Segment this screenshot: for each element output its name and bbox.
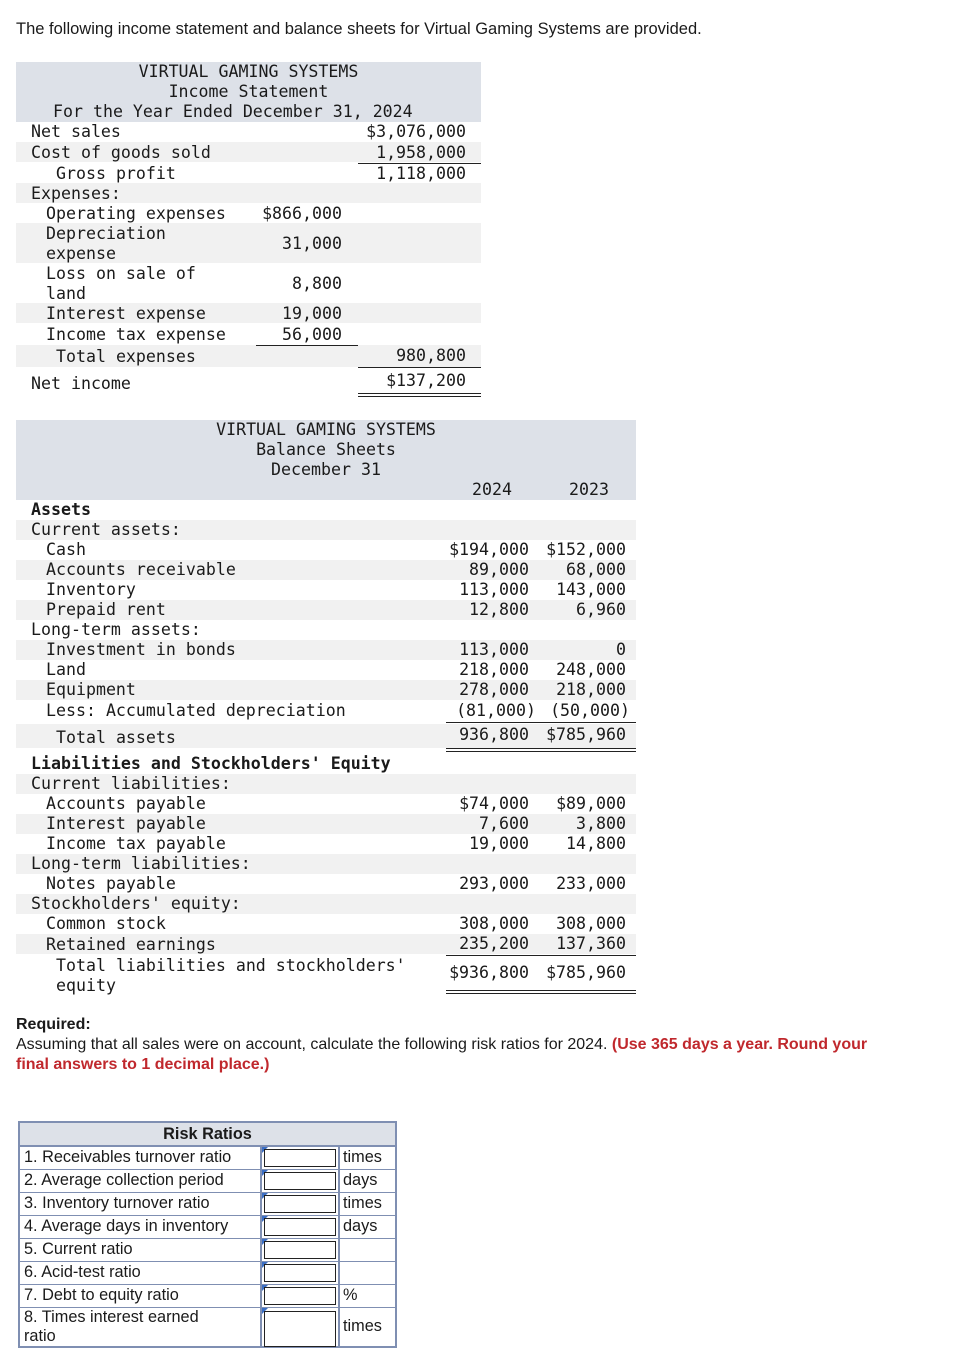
notes-payable-2023: 233,000 bbox=[556, 874, 626, 893]
depreciation-label: Depreciation bbox=[46, 224, 166, 243]
opex-label: Operating expenses bbox=[46, 204, 226, 223]
current-ratio-unit bbox=[340, 1239, 343, 1261]
income-tax-value: 56,000 bbox=[282, 325, 342, 344]
net-sales-label: Net sales bbox=[31, 122, 121, 141]
table-row bbox=[20, 1193, 395, 1216]
debt-to-equity-input[interactable] bbox=[264, 1287, 336, 1305]
loss-on-sale-label-2: land bbox=[46, 284, 86, 303]
land-2023: 248,000 bbox=[556, 660, 626, 679]
investment-bonds-2023: 0 bbox=[616, 640, 626, 659]
avg-collection-input[interactable] bbox=[264, 1172, 336, 1190]
depreciation-value: 31,000 bbox=[282, 234, 342, 253]
current-ratio-label: 5. Current ratio bbox=[20, 1239, 262, 1261]
loss-on-sale-value: 8,800 bbox=[292, 274, 342, 293]
loss-on-sale-label: Loss on sale of bbox=[46, 264, 196, 283]
total-expenses-value: 980,800 bbox=[396, 346, 466, 365]
acid-test-label: 6. Acid-test ratio bbox=[20, 1262, 262, 1284]
net-income-label: Net income bbox=[31, 374, 131, 393]
total-expenses-label: Total expenses bbox=[56, 347, 196, 366]
inventory-2023: 143,000 bbox=[556, 580, 626, 599]
ar-label: Accounts receivable bbox=[46, 560, 236, 579]
inventory-turnover-input[interactable] bbox=[264, 1195, 336, 1213]
receivables-turnover-unit: times bbox=[343, 1148, 382, 1166]
prepaid-rent-2023: 6,960 bbox=[576, 600, 626, 619]
total-assets-2024: 936,800 bbox=[459, 725, 529, 744]
cash-2023: $152,000 bbox=[546, 540, 626, 559]
expenses-label: Expenses: bbox=[31, 184, 121, 203]
prepaid-rent-label: Prepaid rent bbox=[46, 600, 166, 619]
investment-bonds-label: Investment in bonds bbox=[46, 640, 236, 659]
times-interest-earned-label-1: 8. Times interest earned bbox=[24, 1308, 199, 1326]
income-statement-title: Income Statement bbox=[168, 82, 329, 101]
liabilities-equity-heading: Liabilities and Stockholders' Equity bbox=[31, 754, 391, 773]
income-statement-period: For the Year Ended December 31, 2024 bbox=[53, 102, 413, 121]
interest-payable-2024: 7,600 bbox=[479, 814, 529, 833]
required-instruction: Assuming that all sales were on account, calculate the following risk ratios for 2024. bbox=[16, 1036, 608, 1053]
notes-payable-2024: 293,000 bbox=[459, 874, 529, 893]
inventory-turnover-unit: times bbox=[343, 1194, 382, 1212]
depreciation-label-2: expense bbox=[46, 244, 116, 263]
current-ratio-input[interactable] bbox=[264, 1241, 336, 1259]
acid-test-unit bbox=[340, 1262, 343, 1284]
interest-payable-2023: 3,800 bbox=[576, 814, 626, 833]
balance-sheet-company: VIRTUAL GAMING SYSTEMS bbox=[216, 420, 436, 439]
long-term-liabilities-heading: Long-term liabilities: bbox=[31, 854, 251, 873]
intro-text: The following income statement and balance sheets for Virtual Gaming Systems are provided. bbox=[16, 20, 702, 38]
interest-expense-value: 19,000 bbox=[282, 304, 342, 323]
inventory-label: Inventory bbox=[46, 580, 136, 599]
income-tax-payable-label: Income tax payable bbox=[46, 834, 226, 853]
debt-to-equity-unit: % bbox=[343, 1286, 358, 1304]
net-sales-value: $3,076,000 bbox=[366, 122, 466, 141]
avg-days-inventory-input[interactable] bbox=[264, 1218, 336, 1236]
retained-earnings-label: Retained earnings bbox=[46, 935, 216, 954]
opex-value: $866,000 bbox=[262, 204, 342, 223]
long-term-assets-heading: Long-term assets: bbox=[31, 620, 201, 639]
required-text bbox=[16, 1035, 956, 1055]
inventory-2024: 113,000 bbox=[459, 580, 529, 599]
table-row bbox=[20, 1308, 395, 1346]
total-le-2024: $936,800 bbox=[449, 963, 529, 982]
table-row bbox=[20, 1216, 395, 1239]
balance-sheet-date: December 31 bbox=[271, 460, 381, 479]
accum-dep-2023: (50,000) bbox=[550, 701, 630, 720]
accum-dep-2024: (81,000) bbox=[456, 701, 536, 720]
interest-payable-label: Interest payable bbox=[46, 814, 206, 833]
land-label: Land bbox=[46, 660, 86, 679]
gross-profit-value: 1,118,000 bbox=[376, 164, 466, 183]
accounts-payable-label: Accounts payable bbox=[46, 794, 206, 813]
common-stock-2023: 308,000 bbox=[556, 914, 626, 933]
times-interest-earned-input[interactable] bbox=[264, 1311, 336, 1347]
interest-expense-label: Interest expense bbox=[46, 304, 206, 323]
income-tax-label: Income tax expense bbox=[46, 325, 226, 344]
balance-sheet-title: Balance Sheets bbox=[256, 440, 396, 459]
gross-profit-label: Gross profit bbox=[56, 164, 176, 183]
total-le-label-2: equity bbox=[56, 976, 116, 995]
prepaid-rent-2024: 12,800 bbox=[469, 600, 529, 619]
stockholders-equity-heading: Stockholders' equity: bbox=[31, 894, 241, 913]
risk-ratios-header: Risk Ratios bbox=[20, 1123, 395, 1147]
avg-collection-label: 2. Average collection period bbox=[20, 1170, 262, 1192]
times-interest-earned-label-2: ratio bbox=[24, 1327, 56, 1345]
cogs-value: 1,958,000 bbox=[376, 143, 466, 162]
receivables-turnover-label: 1. Receivables turnover ratio bbox=[20, 1147, 262, 1169]
avg-collection-unit: days bbox=[343, 1171, 378, 1189]
current-assets-heading: Current assets: bbox=[31, 520, 181, 539]
times-interest-earned-unit: times bbox=[343, 1317, 382, 1335]
cash-label: Cash bbox=[46, 540, 86, 559]
retained-earnings-2023: 137,360 bbox=[556, 934, 626, 953]
total-le-label: Total liabilities and stockholders' bbox=[56, 956, 406, 975]
equipment-2023: 218,000 bbox=[556, 680, 626, 699]
current-liabilities-heading: Current liabilities: bbox=[31, 774, 231, 793]
table-row bbox=[20, 1285, 395, 1308]
cash-2024: $194,000 bbox=[449, 540, 529, 559]
common-stock-label: Common stock bbox=[46, 914, 166, 933]
ar-2024: 89,000 bbox=[469, 560, 529, 579]
accum-dep-label: Less: Accumulated depreciation bbox=[46, 701, 346, 720]
times-interest-earned-label bbox=[20, 1308, 262, 1346]
investment-bonds-2024: 113,000 bbox=[459, 640, 529, 659]
notes-payable-label: Notes payable bbox=[46, 874, 176, 893]
required-heading: Required: bbox=[16, 1016, 91, 1033]
receivables-turnover-input[interactable] bbox=[264, 1149, 336, 1167]
year-2024-header: 2024 bbox=[472, 480, 512, 499]
year-2023-header: 2023 bbox=[569, 480, 609, 499]
total-le-2023: $785,960 bbox=[546, 963, 626, 982]
equipment-label: Equipment bbox=[46, 680, 136, 699]
income-tax-payable-2023: 14,800 bbox=[566, 834, 626, 853]
table-row bbox=[20, 1170, 395, 1193]
debt-to-equity-label: 7. Debt to equity ratio bbox=[20, 1285, 262, 1307]
risk-ratios-table bbox=[18, 1121, 397, 1348]
income-tax-payable-2024: 19,000 bbox=[469, 834, 529, 853]
table-row bbox=[20, 1147, 395, 1170]
avg-days-inventory-label: 4. Average days in inventory bbox=[20, 1216, 262, 1238]
table-row bbox=[20, 1239, 395, 1262]
equipment-2024: 278,000 bbox=[459, 680, 529, 699]
assets-heading: Assets bbox=[31, 500, 91, 519]
ar-2023: 68,000 bbox=[566, 560, 626, 579]
accounts-payable-2024: $74,000 bbox=[459, 794, 529, 813]
inventory-turnover-label: 3. Inventory turnover ratio bbox=[20, 1193, 262, 1215]
acid-test-input[interactable] bbox=[264, 1264, 336, 1282]
required-note-1: (Use 365 days a year. Round your bbox=[611, 1036, 868, 1053]
retained-earnings-2024: 235,200 bbox=[459, 934, 529, 953]
avg-days-inventory-unit: days bbox=[343, 1217, 378, 1235]
net-income-value: $137,200 bbox=[386, 371, 466, 390]
land-2024: 218,000 bbox=[459, 660, 529, 679]
required-note-2: final answers to 1 decimal place.) bbox=[16, 1056, 270, 1073]
total-assets-2023: $785,960 bbox=[546, 725, 626, 744]
total-assets-label: Total assets bbox=[56, 728, 176, 747]
cogs-label: Cost of goods sold bbox=[31, 143, 211, 162]
common-stock-2024: 308,000 bbox=[459, 914, 529, 933]
accounts-payable-2023: $89,000 bbox=[556, 794, 626, 813]
table-row bbox=[20, 1262, 395, 1285]
income-statement-company: VIRTUAL GAMING SYSTEMS bbox=[138, 62, 359, 81]
